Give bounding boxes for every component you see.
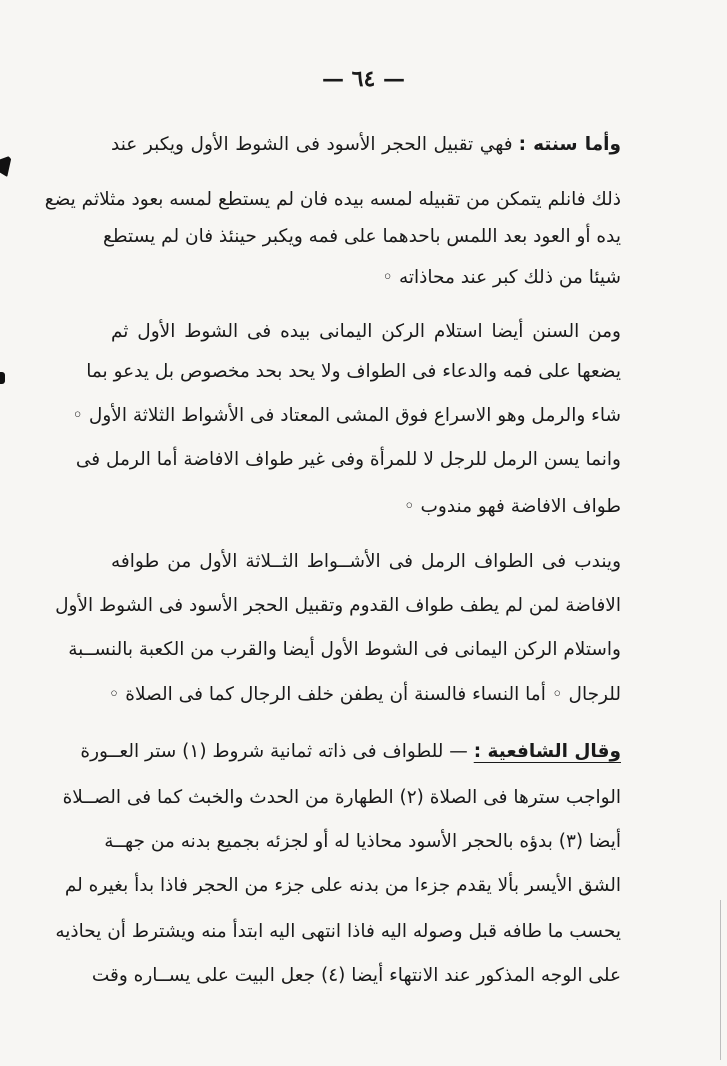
text-line: وأما سنته :فهي تقبيل الحجر الأسود فى الشوط الأول ويكبر عند bbox=[111, 134, 621, 155]
text-line: الشق الأيسر بألا يقدم جزءا من بدنه على جزء من الحجر فاذا بدأ بغيره لم bbox=[64, 875, 621, 896]
text-line: شيئا من ذلك كبر عند محاذاته ◦ bbox=[382, 267, 621, 288]
text-line: واستلام الركن اليمانى فى الشوط الأول أيضا والقرب من الكعبة بالنســبة bbox=[68, 639, 621, 660]
text-line: للرجال ◦ أما النساء فالسنة أن يطفن خلف الرجال كما فى الصلاة ◦ bbox=[108, 684, 621, 705]
text-line: الافاضة لمن لم يطف طواف القدوم وتقبيل الحجر الأسود فى الشوط الأول bbox=[55, 595, 621, 616]
text-line: أيضا (٣) بدؤه بالحجر الأسود محاذيا له أو لجزئه بجميع بدنه من جهــة bbox=[104, 831, 621, 852]
section-heading: وقال الشافعية : bbox=[473, 741, 621, 762]
text-line: يده أو العود بعد اللمس باحدهما على فمه ويكبر حينئذ فان لم يستطع bbox=[103, 226, 621, 247]
scan-edge-line bbox=[720, 900, 721, 1060]
text-line: ويندب فى الطواف الرمل فى الأشــواط الثــلاثة الأول من طوافه bbox=[111, 551, 621, 572]
scan-edge-mark bbox=[0, 372, 5, 384]
text-line: الواجب سترها فى الصلاة (٢) الطهارة من الحدث والخبث كما فى الصــلاة bbox=[62, 787, 621, 808]
text-line: طواف الافاضة فهو مندوب ◦ bbox=[403, 496, 621, 517]
text-line: وقال الشافعية :— للطواف فى ذاته ثمانية شروط (١) ستر العــورة bbox=[80, 741, 621, 762]
text-line: يضعها على فمه والدعاء فى الطواف ولا يحد بحد مخصوص بل يدعو بما bbox=[86, 361, 621, 382]
page-number: — ٦٤ — bbox=[322, 66, 405, 92]
text-line: شاء والرمل وهو الاسراع فوق المشى المعتاد فى الأشواط الثلاثة الأول ◦ bbox=[72, 405, 621, 426]
text-line: وانما يسن الرمل للرجل لا للمرأة وفى غير طواف الافاضة أما الرمل فى bbox=[75, 449, 621, 470]
scan-edge-mark bbox=[0, 155, 12, 177]
section-heading: وأما سنته : bbox=[518, 134, 621, 155]
text-line: يحسب ما طافه قبل وصوله اليه فاذا انتهى اليه ابتدأ منه ويشترط أن يحاذيه bbox=[55, 921, 621, 942]
text-line: على الوجه المذكور عند الانتهاء أيضا (٤) جعل البيت على يســاره وقت bbox=[91, 965, 621, 986]
text-line: ذلك فانلم يتمكن من تقبيله لمسه بيده فان لم يستطع لمسه بعود مثلاثم يضع bbox=[44, 189, 621, 210]
text-line: ومن السنن أيضا استلام الركن اليمانى بيده فى الشوط الأول ثم bbox=[111, 321, 621, 342]
